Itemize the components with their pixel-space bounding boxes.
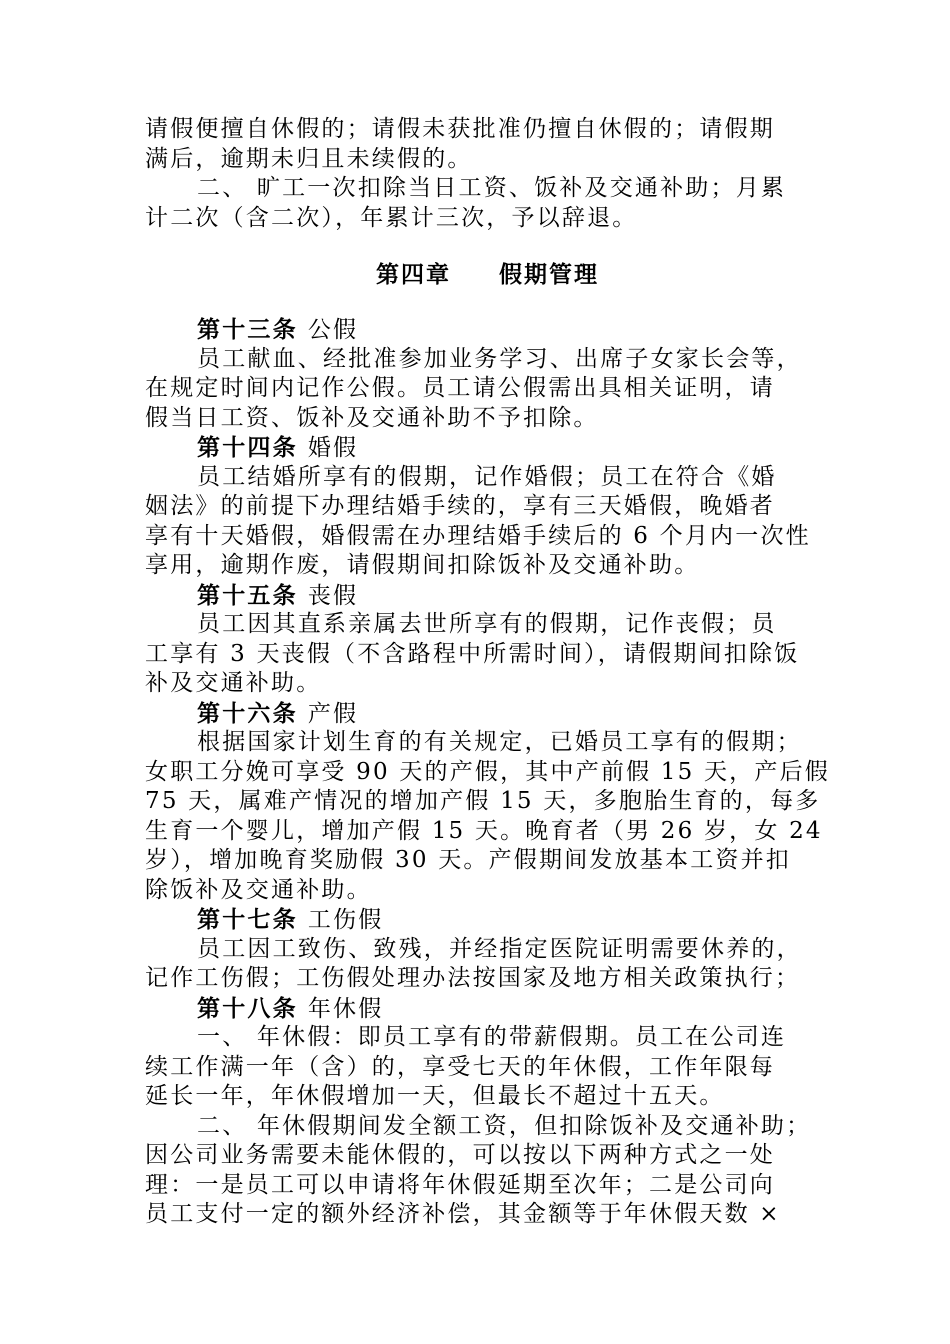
text-line: 二、 年休假期间发全额工资，但扣除饭补及交通补助； [197,1112,812,1139]
text-line: 记作工伤假；工伤假处理办法按国家及地方相关政策执行； [145,965,801,991]
article-17 [145,905,830,994]
text-line: 工享有 3 天丧假（不含路程中所需时间），请假期间扣除饭 [145,640,800,667]
text-line: 享用，逾期作废，请假期间扣除饭补及交通补助。 [145,552,700,578]
text-line: 续工作满一年（含）的，享受七天的年休假，工作年限每 [145,1053,775,1080]
article-14 [145,433,830,581]
article-15 [145,581,830,699]
text-line: 计二次（含二次），年累计三次，予以辞退。 [145,204,638,231]
text-line: 一、 年休假：即员工享有的带薪假期。员工在公司连 [197,1024,787,1050]
opening-paragraph [145,115,830,233]
article-heading [145,699,830,729]
chapter-heading [145,259,830,290]
text-line: 姻法》的前提下办理结婚手续的，享有三天婚假，晚婚者 [145,493,775,519]
article-18 [145,994,830,1230]
article-13 [145,315,830,433]
text-line: 女职工分娩可享受 90 天的产假，其中产前假 15 天，产后假 [145,758,830,785]
text-line: 二、 旷工一次扣除当日工资、饭补及交通补助；月累 [197,175,787,201]
article-label: 第十八条 [197,994,298,1022]
text-line: 在规定时间内记作公假。员工请公假需出具相关证明，请 [145,375,775,401]
article-title: 工伤假 [307,907,384,933]
text-line: 假当日工资、饭补及交通补助不予扣除。 [145,404,599,431]
text-line: 满后，逾期未归且未续假的。 [145,145,473,172]
article-16 [145,699,830,906]
text-line: 员工结婚所享有的假期，记作婚假；员工在符合《婚 [197,463,777,490]
article-title: 年休假 [307,995,384,1022]
chapter-title: 假期管理 [499,261,599,288]
text-line: 75 天，属难产情况的增加产假 15 天，多胞胎生育的，每多 [145,788,821,814]
chapter-number: 第四章 [376,261,451,288]
article-heading [145,905,830,935]
article-title: 婚假 [307,435,359,461]
article-title: 公假 [307,317,359,343]
article-heading [145,433,830,463]
text-line: 根据国家计划生育的有关规定，已婚员工享有的假期； [197,729,802,755]
text-line: 员工因其直系亲属去世所享有的假期，记作丧假；员 [197,611,777,637]
article-title: 产假 [307,700,359,727]
text-line: 补及交通补助。 [145,670,322,696]
text-line: 请假便擅自休假的；请假未获批准仍擅自休假的；请假期 [145,116,775,142]
text-line: 员工献血、经批准参加业务学习、出席子女家长会等， [197,345,802,372]
text-line: 员工因工致伤、致残，并经指定医院证明需要休养的， [197,935,802,962]
text-line: 因公司业务需要未能休假的，可以按以下两种方式之一处 [145,1142,775,1168]
text-line: 除饭补及交通补助。 [145,876,372,903]
text-line: 生育一个婴儿，增加产假 15 天。晚育者（男 26 岁，女 24 [145,817,823,844]
article-heading [145,581,830,611]
article-label: 第十四条 [197,434,298,461]
text-line: 延长一年，年休假增加一天，但最长不超过十五天。 [145,1083,725,1109]
text-line: 员工支付一定的额外经济补偿，其金额等于年休假天数 × [145,1201,781,1227]
article-title: 丧假 [307,582,359,609]
text-line: 理：一是员工可以申请将年休假延期至次年；二是公司向 [145,1171,775,1198]
article-heading [145,315,830,345]
article-label: 第十三条 [197,316,298,343]
text-line: 享有十天婚假，婚假需在办理结婚手续后的 6 个月内一次性 [145,522,811,549]
text-line: 岁），增加晚育奖励假 30 天。产假期间发放基本工资并扣 [145,847,791,873]
article-label: 第十五条 [197,581,298,609]
article-heading [145,994,830,1024]
article-label: 第十六条 [197,699,298,727]
article-label: 第十七条 [197,906,298,933]
